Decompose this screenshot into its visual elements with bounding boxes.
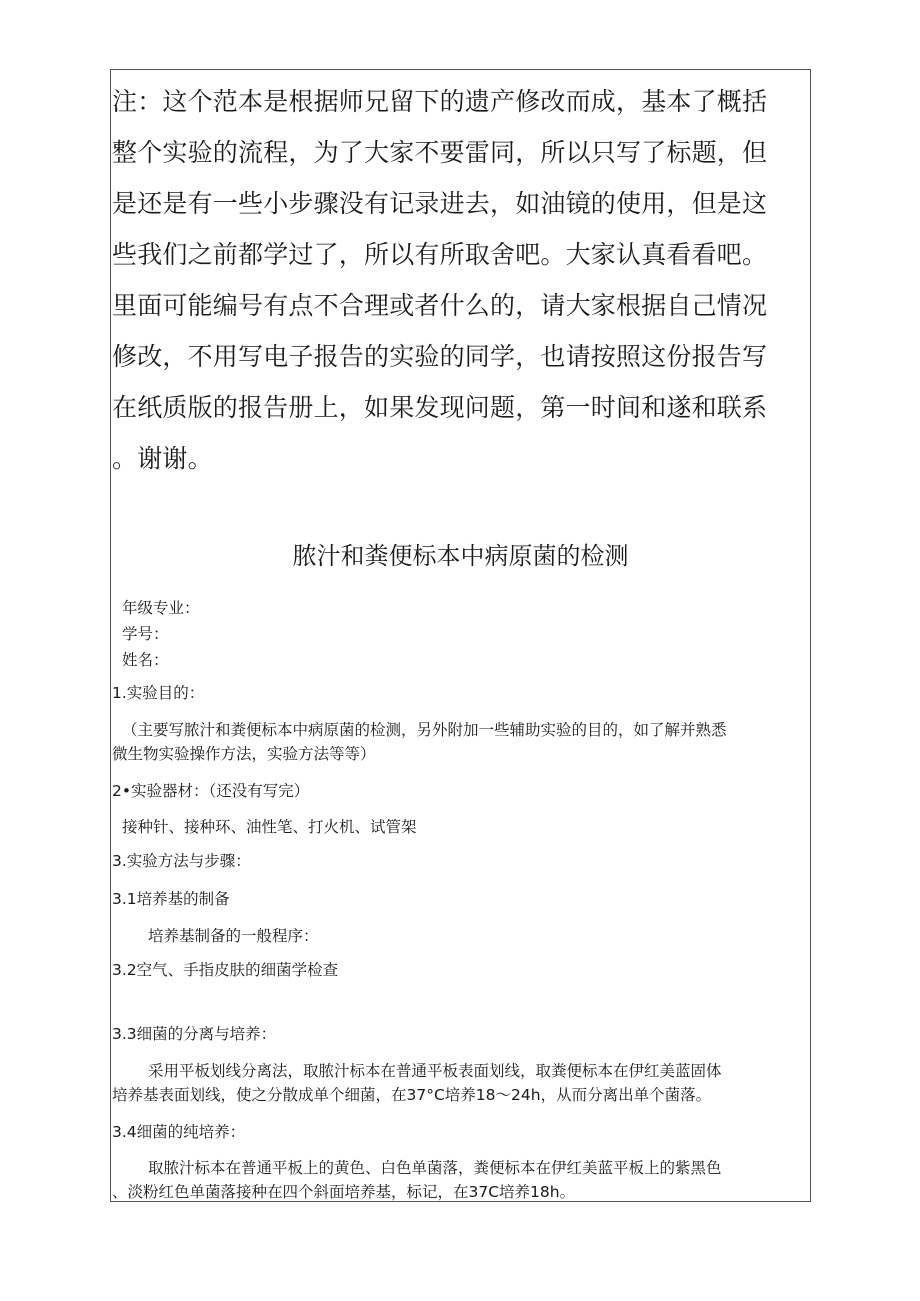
note-line: 整个实验的流程，为了大家不要雷同，所以只写了标题，但: [112, 138, 768, 167]
materials-text: 接种针、接种环、油性笔、打火机、试管架: [122, 818, 417, 836]
name-label: 姓名：: [122, 651, 169, 669]
note-line: 是还是有一些小步骤没有记录进去，如油镜的使用，但是这: [112, 189, 768, 218]
materials-heading: 2•实验器材：（还没有写完）: [112, 782, 310, 800]
student-id-label: 学号：: [122, 625, 169, 643]
note-paragraph: [112, 76, 807, 484]
purpose-text-line: （主要写脓汁和粪便标本中病原菌的检测，另外附加一些辅助实验的目的，如了解并熟悉: [122, 721, 727, 739]
purpose-text: [112, 718, 807, 766]
note-line: 。谢谢。: [112, 444, 213, 473]
section-3-3-text-line: 培养基表面划线，使之分散成单个细菌，在37°C培养18～24h，从而分离出单个菌落。: [112, 1086, 712, 1104]
section-3-4-text-line: 取脓汁标本在普通平板上的黄色、白色单菌落，粪便标本在伊红美蓝平板上的紫黑色: [148, 1159, 722, 1177]
section-3-3-text-line: 采用平板划线分离法，取脓汁标本在普通平板表面划线，取粪便标本在伊红美蓝固体: [148, 1062, 722, 1080]
section-3-4-heading: 3.4细菌的纯培养：: [112, 1123, 246, 1141]
section-3-2-heading: 3.2空气、手指皮肤的细菌学检查: [112, 961, 339, 979]
purpose-text-line: 微生物实验操作方法，实验方法等等）: [112, 745, 376, 763]
note-line: 注：这个范本是根据师兄留下的遗产修改而成，基本了概括: [112, 87, 768, 116]
section-3-1-text: 培养基制备的一般程序：: [148, 927, 319, 945]
section-3-3-heading: 3.3细菌的分离与培养：: [112, 1025, 277, 1043]
section-3-4-text: [112, 1156, 807, 1204]
note-line: 些我们之前都学过了，所以有所取舍吧。大家认真看看吧。: [112, 240, 768, 269]
note-line: 在纸质版的报告册上，如果发现问题，第一时间和遂和联系: [112, 393, 768, 422]
methods-heading: 3.实验方法与步骤：: [112, 852, 251, 870]
purpose-heading: 1.实验目的：: [112, 684, 205, 702]
note-line: 里面可能编号有点不合理或者什么的，请大家根据自己情况: [112, 291, 768, 320]
section-3-1-heading: 3.1培养基的制备: [112, 890, 230, 908]
section-3-4-text-line: 、淡粉红色单菌落接种在四个斜面培养基，标记，在37C培养18h。: [112, 1183, 576, 1201]
grade-major-label: 年级专业：: [122, 599, 200, 617]
note-line: 修改，不用写电子报告的实验的同学，也请按照这份报告写: [112, 342, 768, 371]
report-title: 脓汁和粪便标本中病原菌的检测: [292, 542, 629, 570]
section-3-3-text: [112, 1059, 807, 1107]
